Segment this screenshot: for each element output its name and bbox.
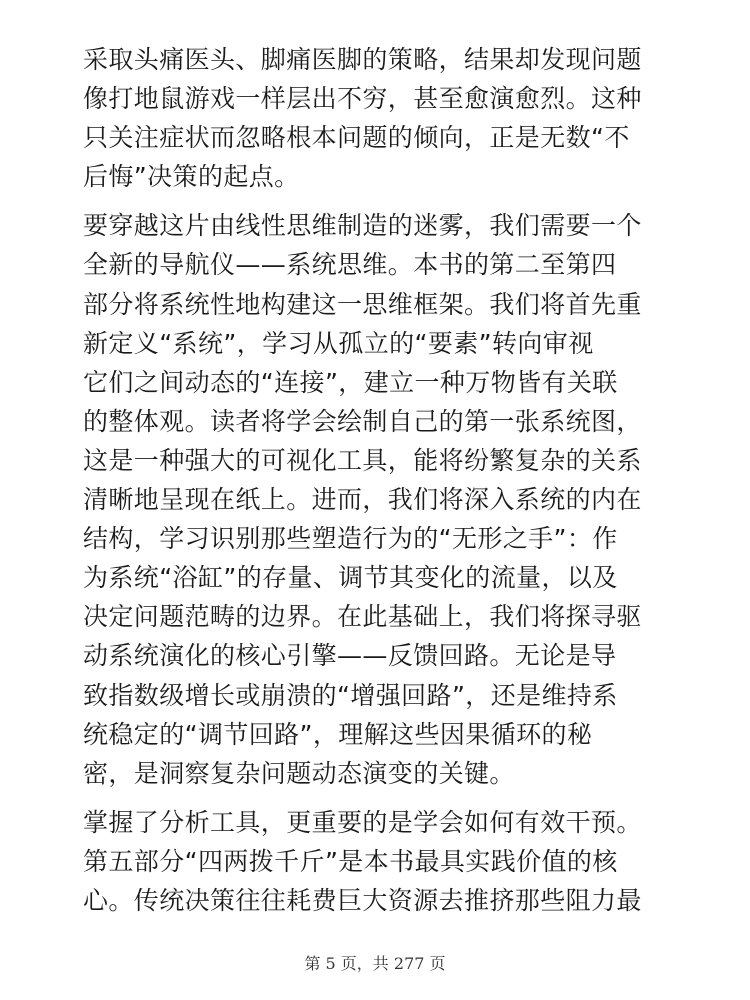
paragraph-2 <box>83 206 683 792</box>
paragraph-1 <box>83 40 683 196</box>
text-line: 像打地鼠游戏一样层出不穷，甚至愈演愈烈。这种 <box>83 84 642 114</box>
text-line: 动系统演化的核心引擎——反馈回路。无论是导 <box>83 641 617 671</box>
text-line: 结构，学习识别那些塑造行为的“无形之手”：作 <box>83 524 618 554</box>
text-line: 这是一种强大的可视化工具，能将纷繁复杂的关系 <box>83 445 642 475</box>
text-line: 要穿越这片由线性思维制造的迷雾，我们需要一个 <box>83 211 642 241</box>
text-line: 密，是洞察复杂问题动态演变的关键。 <box>83 758 515 788</box>
text-line: 为系统“浴缸”的存量、调节其变化的流量，以及 <box>83 563 618 593</box>
text-line: 统稳定的“调节回路”，理解这些因果循环的秘 <box>83 719 593 749</box>
text-line: 采取头痛医头、脚痛医脚的策略，结果却发现问题 <box>83 45 642 74</box>
text-line: 只关注症状而忽略根本问题的倾向，正是无数“不 <box>83 123 630 153</box>
text-line: 决定问题范畴的边界。在此基础上，我们将探寻驱 <box>83 602 642 632</box>
text-line: 的整体观。读者将学会绘制自己的第一张系统图， <box>83 406 642 436</box>
page-number-footer: 第 5 页，共 277 页 <box>304 954 446 973</box>
text-line: 它们之间动态的“连接”，建立一种万物皆有关联 <box>83 367 618 397</box>
text-line: 第五部分“四两拨千斤”是本书最具实践价值的核 <box>83 846 618 876</box>
text-line: 清晰地呈现在纸上。进而，我们将深入系统的内在 <box>83 485 642 515</box>
paragraph-3 <box>83 803 683 920</box>
text-line: 致指数级增长或崩溃的“增强回路”，还是维持系 <box>83 680 618 710</box>
body-text <box>83 40 683 930</box>
text-line: 全新的导航仪——系统思维。本书的第二至第四 <box>83 250 617 280</box>
text-line: 部分将系统性地构建这一思维框架。我们将首先重 <box>83 289 642 319</box>
text-line: 后悔”决策的起点。 <box>83 162 300 192</box>
text-line: 新定义“系统”，学习从孤立的“要素”转向审视 <box>83 328 594 358</box>
text-line: 掌握了分析工具，更重要的是学会如何有效干预。 <box>83 807 642 837</box>
text-line: 心。传统决策往往耗费巨大资源去推挤那些阻力最 <box>83 885 642 915</box>
